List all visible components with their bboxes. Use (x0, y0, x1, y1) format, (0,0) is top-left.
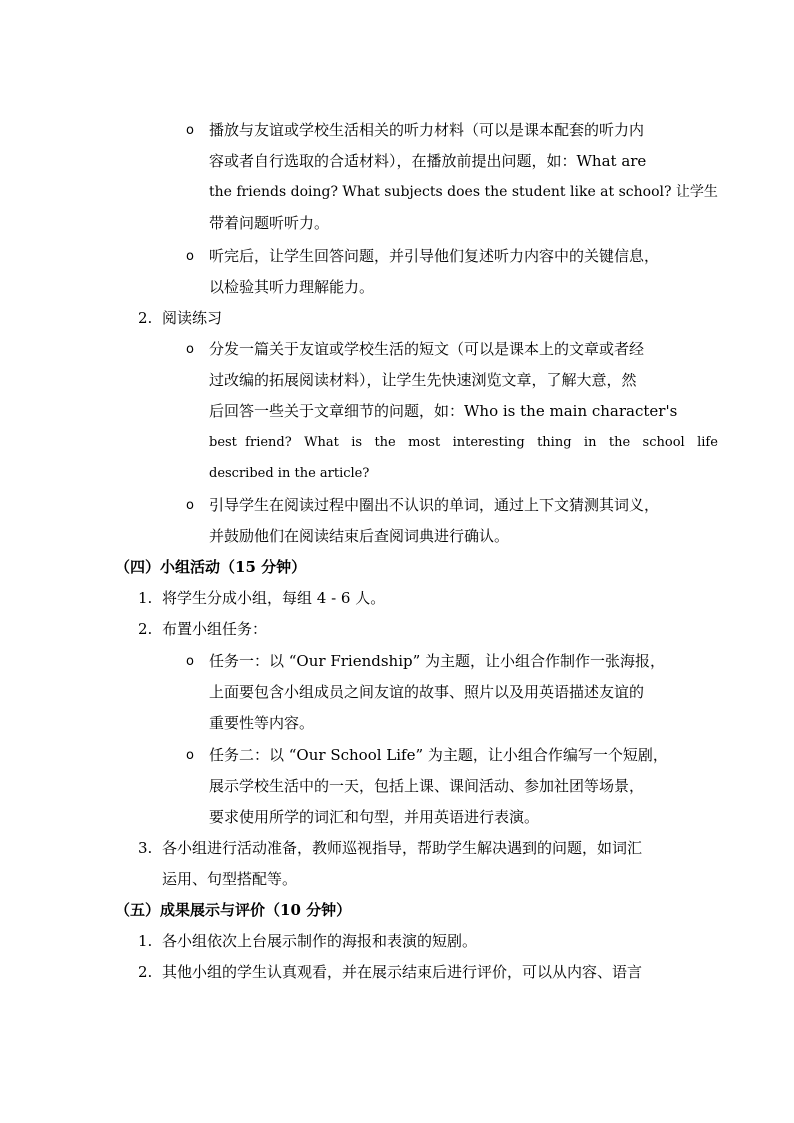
section4-item2-text: 布置小组任务： (162, 620, 268, 638)
task1-line1: 任务一：以 “Our Friendship” 为主题，让小组合作制作一张海报， (209, 652, 666, 670)
section5-item2-text: 其他小组的学生认真观看，并在展示结束后进行评价，可以从内容、语言 (162, 963, 643, 981)
reading-practice-label: 阅读练习 (162, 309, 223, 327)
reading-bullet2-line1: 引导学生在阅读过程中圈出不认识的单词，通过上下文猜测其词义， (209, 496, 660, 514)
reading-bullet1-line5: described in the article? (209, 466, 370, 481)
reading-bullet1-line1: 分发一篇关于友谊或学校生活的短文（可以是课本上的文章或者经 (209, 340, 645, 358)
bullet-icon: o (186, 498, 194, 513)
listening-bullet1-line3: the friends doing? What subjects does the student like at school? 让学生 (209, 184, 718, 200)
reading-bullet1-line2: 过改编的拓展阅读材料），让学生先快速浏览文章，了解大意，然 (209, 371, 637, 389)
list-number: 2. (138, 963, 153, 981)
section4-heading: （四）小组活动（15 分钟） (115, 558, 307, 576)
task2-line1: 任务二：以 “Our School Life” 为主题，让小组合作编写一个短剧， (209, 746, 668, 764)
bullet-icon: o (186, 123, 194, 138)
list-number: 2. (138, 309, 153, 327)
bullet-icon: o (186, 342, 194, 357)
bullet-icon: o (186, 654, 194, 669)
task1-line3: 重要性等内容。 (209, 714, 315, 732)
bullet-icon: o (186, 748, 194, 763)
list-number: 1. (138, 932, 153, 950)
list-number: 2. (138, 620, 153, 638)
reading-bullet2-line2: 并鼓励他们在阅读结束后查阅词典进行确认。 (209, 527, 510, 545)
listening-bullet2-line1: 听完后，让学生回答问题，并引导他们复述听力内容中的关键信息， (209, 247, 660, 265)
section5-item1-text: 各小组依次上台展示制作的海报和表演的短剧。 (162, 932, 478, 950)
section5-heading: （五）成果展示与评价（10 分钟） (115, 901, 352, 919)
task2-line2: 展示学校生活中的一天，包括上课、课间活动、参加社团等场景， (209, 777, 645, 795)
listening-bullet1-line4: 带着问题听听力。 (209, 214, 330, 232)
bullet-icon: o (186, 249, 194, 264)
section4-item3-line1: 各小组进行活动准备，教师巡视指导，帮助学生解决遇到的问题，如词汇 (162, 839, 643, 857)
reading-bullet1-line4: best friend? What is the most interesting thing in the school life (209, 435, 718, 450)
reading-bullet1-line3: 后回答一些关于文章细节的问题，如：Who is the main character's (209, 402, 678, 420)
listening-bullet1-line2: 容或者自行选取的合适材料），在播放前提出问题，如：What are (209, 152, 647, 170)
section4-item3-line2: 运用、句型搭配等。 (162, 870, 298, 888)
list-number: 3. (138, 839, 153, 857)
section4-item1-text: 将学生分成小组，每组 4 - 6 人。 (162, 589, 386, 607)
listening-bullet1-line1: 播放与友谊或学校生活相关的听力材料（可以是课本配套的听力内 (209, 121, 645, 139)
list-number: 1. (138, 589, 153, 607)
task2-line3: 要求使用所学的词汇和句型，并用英语进行表演。 (209, 808, 540, 826)
listening-bullet2-line2: 以检验其听力理解能力。 (209, 278, 375, 296)
task1-line2: 上面要包含小组成员之间友谊的故事、照片以及用英语描述友谊的 (209, 683, 645, 701)
